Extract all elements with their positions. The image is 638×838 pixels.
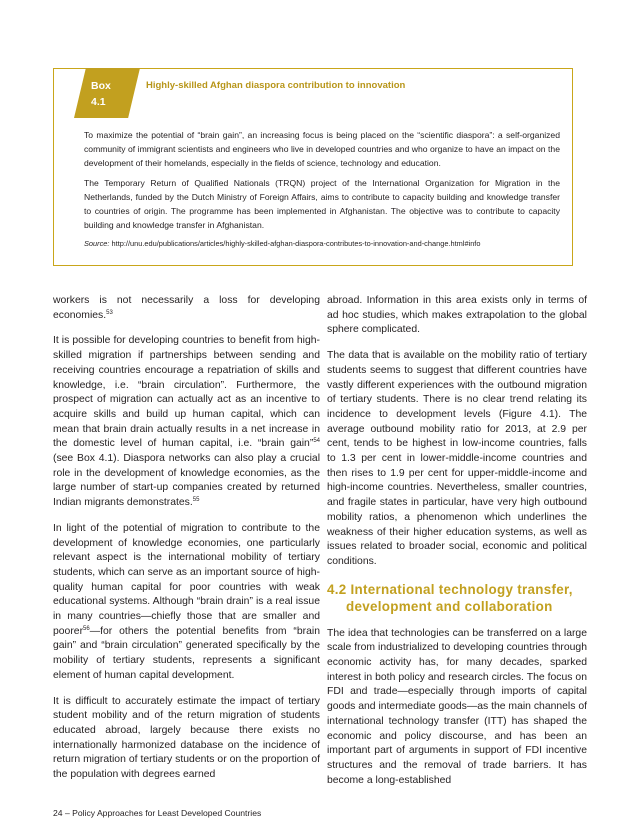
box-source-label: Source: (84, 239, 110, 249)
box-label (91, 78, 131, 110)
body-paragraph: It is difficult to accurately estimate the impact of tertiary student mobility and of the return migration of students educated abroad, largely because there exists no internationally harmonized database on the incidence of return migration of tertiary students or on the proportion of the population with degrees earned (53, 695, 320, 781)
box-label-line2: 4.1 (91, 96, 106, 108)
left-column (53, 294, 320, 794)
body-paragraph (53, 294, 320, 323)
box-label-line1: Box (91, 80, 111, 92)
section-title-line2: development and collaboration (346, 598, 553, 614)
section-heading (327, 581, 587, 615)
right-column (327, 294, 587, 799)
body-paragraph: The idea that technologies can be transferred on a large scale from industrialized to developing countries through economic activity has, for many decades, sparked interest in both policy and research circles. The focus on FDI and trade—especially through imports of capital goods and intermediate goods—as the main channels of international technology transfer (ITT) has shaped the economic and policy discourse, and has been an important part of arguments in support of FDI incentive structures and the removal of trade barriers. It has become a long-established (327, 627, 587, 786)
box-source-url: http://unu.edu/publications/articles/highly-skilled-afghan-diaspora-contributes-to-innovation-and-change.html#info (111, 239, 481, 249)
box-source (84, 237, 560, 251)
box-body (84, 128, 560, 257)
body-paragraph (53, 334, 320, 510)
footnote-ref: 53 (106, 309, 113, 316)
footnote-ref: 55 (192, 497, 200, 504)
text: In light of the potential of migration to contribute to the development of knowledge economies, one particularly relevant aspect is the international mobility of tertiary students, which can serve as an important source of high-quality human capital for poor countries with weak educational systems. Although “brain drain” is a real issue in many countries—chiefly those that are smaller and poorer (53, 522, 320, 637)
body-paragraph (53, 522, 320, 684)
box-paragraph: The Temporary Return of Qualified Nationals (TRQN) project of the International Organization for Migration in the Netherlands, funded by the Dutch Ministry of Foreign Affairs, aims to contribute to capacity building and knowledge transfer to countries of origin. The programme has been implemented in Afghanistan. The objective was to contribute to capacity building and knowledge transfer in Afghanistan. (84, 177, 560, 231)
body-paragraph: The data that is available on the mobility ratio of tertiary students seems to suggest that different countries have vastly different experiences with the outbound migration of tertiary students. There is no clear trend relating its incidence to development levels (Figure 4.1). The average outbound mobility ratio for 2013, at 2.9 per cent, tends to be highest in low-income countries, falls to 1.3 per cent in lower-middle-income countries and then rises to 1.9 per cent for upper-middle-income and high-income countries. Nevertheless, smaller countries, and fragile states in particular, have very high outbound mobility ratios, a phenomenon which underlines the weakness of their higher education systems, as well as issues related to broader social, economic and political conditions. (327, 350, 587, 567)
text: workers is not necessarily a loss for developing economies. (53, 295, 320, 321)
text: It is possible for developing countries to benefit from high-skilled migration if partnerships between sending and receiving countries encourage a repatriation of skills and knowledge, i.e. “brain circulation”. Furthermore, the prospect of migration can actually act as an incentive to acquire skills and build up human capital, which can mean that brain drain actually results in a net increase in the domestic level of human capital, i.e. “brain gain” (53, 335, 320, 450)
footnote-ref: 54 (313, 438, 320, 445)
section-number: 4.2 (327, 581, 347, 597)
page-footer: 24 – Policy Approaches for Least Developed Countries (53, 808, 262, 818)
box-paragraph: To maximize the potential of “brain gain”, an increasing focus is being placed on the “scientific diaspora”: a self-organized community of immigrant scientists and engineers who live in developed countries and who organize to have an impact on the development of their homelands, especially in the fields of science, technology and education. (84, 130, 560, 169)
text: (see Box 4.1). Diaspora networks can also play a crucial role in the development of knowledge economies, as the large number of start-up companies created by returned Indian migrants demonstrates. (53, 453, 320, 509)
section-title-line1: International technology transfer, (350, 581, 573, 597)
text: —for others the potential benefits from “brain gain” and “brain circulation” generated specifically by the mobility of tertiary students, represents a significant element of human capital development. (53, 625, 320, 681)
box-title: Highly-skilled Afghan diaspora contribution to innovation (146, 80, 406, 91)
body-paragraph: abroad. Information in this area exists only in terms of ad hoc studies, which makes extrapolation to the global sphere complicated. (327, 295, 587, 336)
footnote-ref: 56 (83, 625, 90, 632)
